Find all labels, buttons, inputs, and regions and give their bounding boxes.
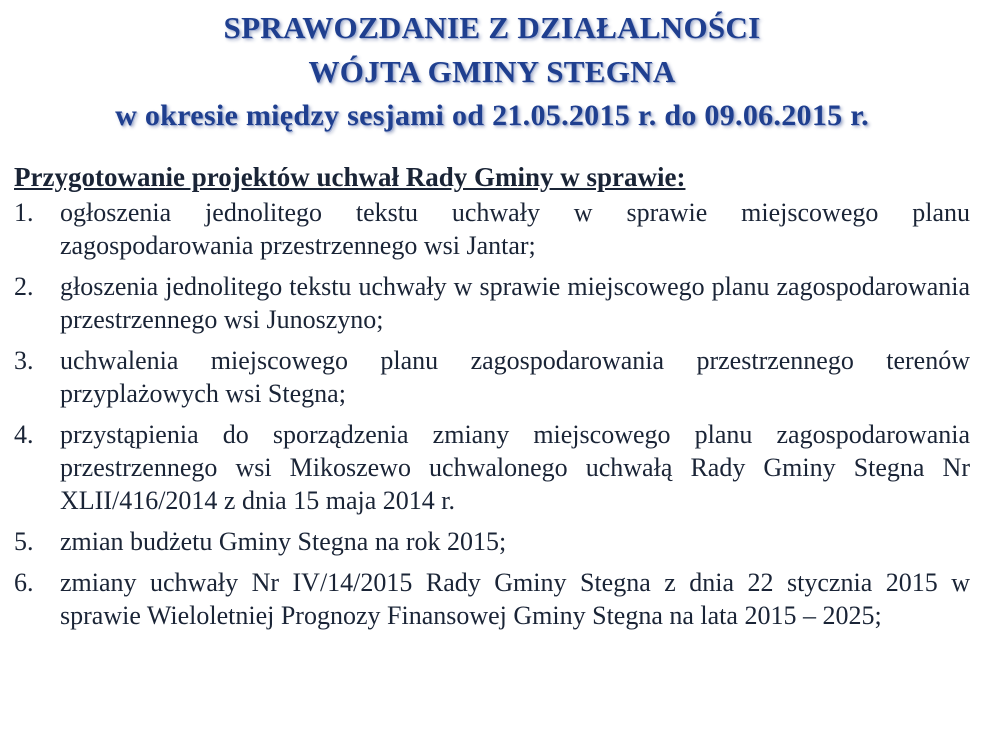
list-item (14, 418, 970, 517)
title-line-2: WÓJTA GMINY STEGNA (308, 54, 676, 89)
list-item (14, 525, 970, 558)
list-item-text: uchwalenia miejscowego planu zagospodarowania przestrzennego terenów przyplażowych wsi Stegna; (60, 346, 970, 408)
list-item-text: zmiany uchwały Nr IV/14/2015 Rady Gminy Stegna z dnia 22 stycznia 2015 w sprawie Wieloletniej Prognozy Finansowej Gminy Stegna na lata 2015 – 2025; (60, 568, 970, 630)
resolution-list (14, 196, 970, 632)
list-item-number: 6. (14, 568, 34, 597)
list-item-text: głoszenia jednolitego tekstu uchwały w sprawie miejscowego planu zagospodarowania przestrzennego wsi Junoszyno; (60, 272, 970, 334)
list-item (14, 270, 970, 336)
title-period: w okresie między sesjami od 21.05.2015 r. do 09.06.2015 r. (115, 99, 869, 132)
section-heading: Przygotowanie projektów uchwał Rady Gminy w sprawie: (14, 162, 686, 192)
list-item-text: przystąpienia do sporządzenia zmiany miejscowego planu zagospodarowania przestrzennego wsi Mikoszewo uchwalonego uchwałą Rady Gminy Stegna Nr XLII/416/2014 z dnia 15 maja 2014 r. (60, 420, 970, 515)
list-item-text: zmian budżetu Gminy Stegna na rok 2015; (60, 527, 507, 556)
document-title (14, 6, 970, 138)
list-item (14, 344, 970, 410)
list-item (14, 566, 970, 632)
title-line-1: SPRAWOZDANIE Z DZIAŁALNOŚCI (223, 10, 761, 45)
list-item-text: ogłoszenia jednolitego tekstu uchwały w sprawie miejscowego planu zagospodarowania przestrzennego wsi Jantar; (60, 198, 970, 260)
list-item (14, 196, 970, 262)
list-item-number: 3. (14, 346, 34, 375)
list-item-number: 5. (14, 527, 34, 556)
list-item-number: 1. (14, 198, 34, 227)
list-item-number: 2. (14, 272, 34, 301)
list-item-number: 4. (14, 420, 34, 449)
